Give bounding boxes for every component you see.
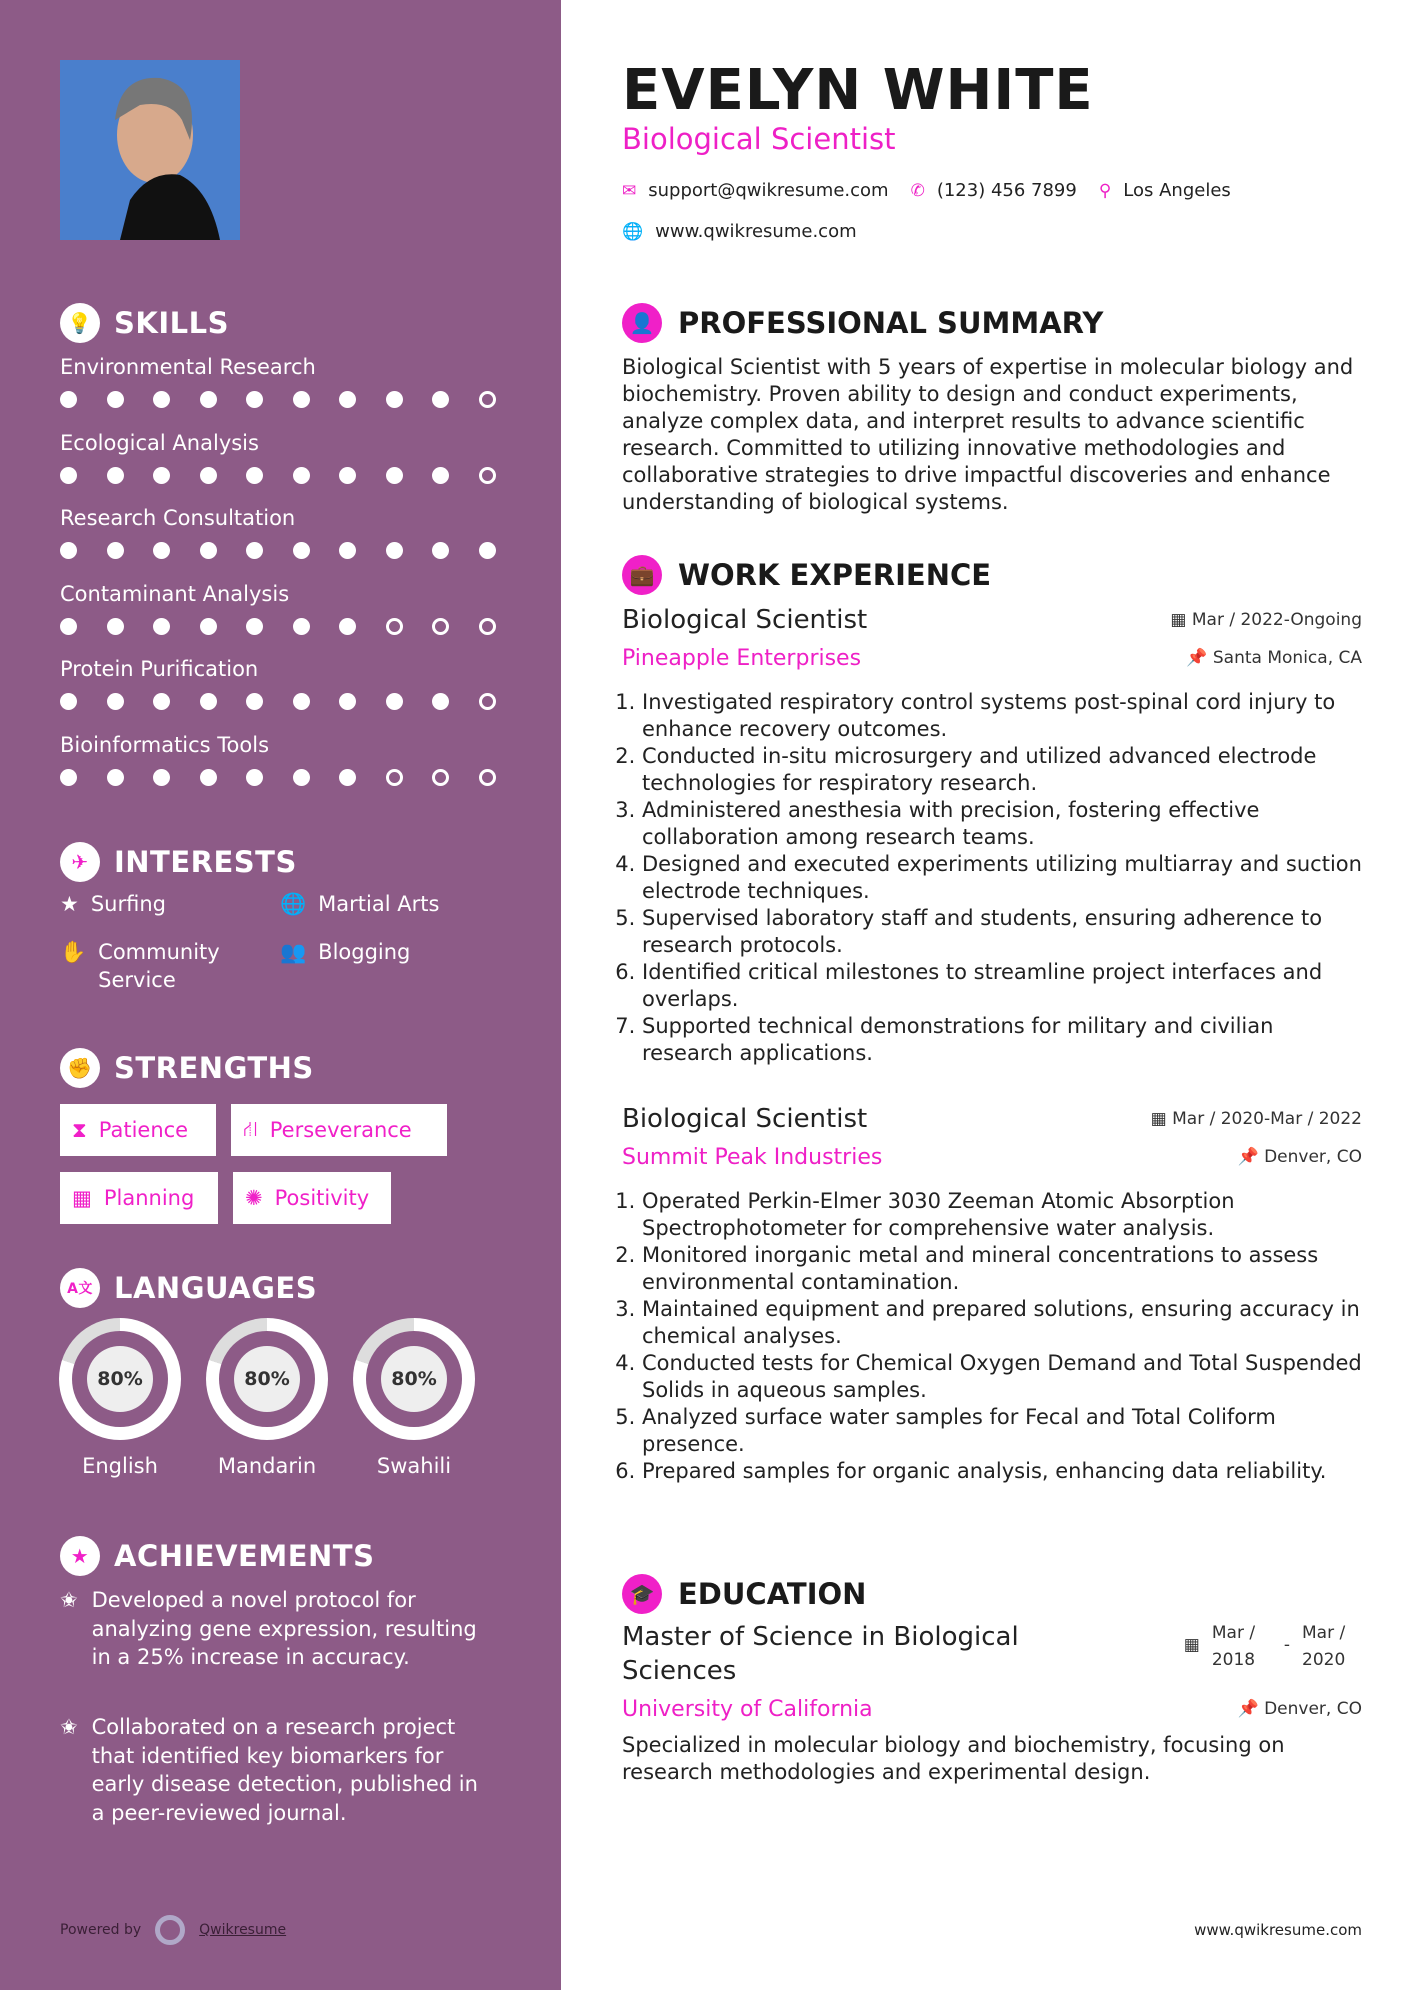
globe-icon: 🌐 (280, 892, 307, 916)
skill-label: Ecological Analysis (60, 430, 259, 455)
rating-dot-filled (293, 467, 310, 484)
phone-icon: ✆ (910, 180, 925, 201)
rating-dot-filled (432, 467, 449, 484)
bullet-item: 5. Analyzed surface water samples for Fecal and Total Coliform presence. (642, 1404, 1362, 1458)
strength-chip: ⧗ Patience (60, 1104, 216, 1156)
rating-dot-empty (386, 769, 403, 786)
rating-dot-filled (386, 693, 403, 710)
job-location: Santa Monica, CA (1212, 648, 1362, 668)
globe-icon: 🌐 (622, 221, 644, 242)
rating-dot-filled (386, 542, 403, 559)
skill-item (60, 733, 520, 786)
calendar-icon: ▦ (1170, 610, 1187, 630)
strength-chip: ⛙ Perseverance (231, 1104, 447, 1156)
bullet-item: 5. Supervised laboratory staff and students, ensuring adherence to research protocols. (642, 905, 1362, 959)
company: Summit Peak Industries (622, 1144, 883, 1170)
summary-heading: 👤 PROFESSIONAL SUMMARY (622, 303, 1103, 343)
achievement-item: ✬ Developed a novel protocol for analyzing gene expression, resulting in a 25% increase in accuracy. (60, 1586, 480, 1672)
rating-dot-filled (246, 769, 263, 786)
interest-item: 🌐 Martial Arts (280, 892, 440, 916)
bullet-item: 7. Supported technical demonstrations for military and civilian research applications. (642, 1013, 1362, 1067)
website[interactable]: www.qwikresume.com (655, 221, 857, 242)
interest-item: ★ Surfing (60, 892, 166, 916)
rating-dot-filled (107, 693, 124, 710)
language-progress-ring: 80% (206, 1318, 328, 1440)
sidebar (0, 0, 561, 1990)
skill-label: Contaminant Analysis (60, 581, 290, 606)
strength-chip: ✺ Positivity (233, 1172, 391, 1224)
rating-dot-filled (339, 391, 356, 408)
language-mandarin: 80% Mandarin (206, 1318, 328, 1478)
skill-rating (60, 467, 520, 484)
phone: (123) 456 7899 (936, 180, 1077, 201)
rating-dot-filled (60, 467, 77, 484)
website-row (622, 221, 857, 242)
school: University of California (622, 1696, 873, 1722)
skill-label: Protein Purification (60, 657, 259, 681)
envelope-icon: ✉ (622, 180, 637, 201)
rating-dot-filled (293, 693, 310, 710)
rating-dot-filled (386, 391, 403, 408)
rating-dot-filled (293, 769, 310, 786)
star-badge-icon: ★ (60, 1536, 100, 1576)
rating-dot-filled (479, 542, 496, 559)
rating-dot-empty (386, 618, 403, 635)
rating-dot-filled (200, 391, 217, 408)
candidate-name: EVELYN WHITE (622, 58, 1094, 123)
rating-dot-filled (200, 769, 217, 786)
summary-text: Biological Scientist with 5 years of expertise in molecular biology and biochemistry. Proven ability to design and conduct experiments, analyze complex data, and interpret results to advance scientific research. Committed to utilizing innovative methodologies and collaborative strategies to drive impactful discoveries and enhance understanding of biological systems. (622, 355, 1354, 514)
bullet-item: 2. Conducted in-situ microsurgery and utilized advanced electrode technologies for respiratory research. (642, 743, 1362, 797)
rating-dot-filled (153, 769, 170, 786)
rating-dot-filled (153, 693, 170, 710)
rating-dot-filled (107, 618, 124, 635)
location-pin-icon: ⚲ (1098, 180, 1112, 201)
footer-website[interactable]: www.qwikresume.com (1194, 1921, 1362, 1939)
job-bullets (622, 1188, 1362, 1485)
bullet-item: 3. Maintained equipment and prepared solutions, ensuring accuracy in chemical analyses. (642, 1296, 1362, 1350)
candidate-title: Biological Scientist (622, 122, 896, 156)
rating-dot-filled (200, 542, 217, 559)
calendar-icon: ▦ (72, 1186, 92, 1210)
rating-dot-filled (293, 542, 310, 559)
rating-dot-filled (153, 618, 170, 635)
location: Los Angeles (1123, 180, 1231, 201)
rating-dot-filled (339, 618, 356, 635)
achievements-heading: ★ ACHIEVEMENTS (60, 1536, 374, 1576)
rating-dot-filled (107, 769, 124, 786)
education-entry: Master of Science in Biological Sciences ▦ Mar / 2018 - Mar / 2020 University of California 📌 Denver, CO Specialized in molecular biology and biochemistry, focusing on research methodologies and experimental design. (622, 1622, 1362, 1784)
skill-rating (60, 542, 520, 559)
rating-dot-filled (200, 618, 217, 635)
rating-dot-filled (293, 391, 310, 408)
rating-dot-filled (60, 769, 77, 786)
pin-icon: 📌 (1186, 648, 1208, 668)
strength-chip: ▦ Planning (60, 1172, 218, 1224)
job-dates: Mar / 2022-Ongoing (1191, 610, 1362, 630)
rating-dot-empty (479, 769, 496, 786)
bullet-item: 1. Investigated respiratory control systems post-spinal cord injury to enhance recovery outcomes. (642, 689, 1362, 743)
job-entry (622, 1102, 1362, 1485)
rating-dot-filled (153, 391, 170, 408)
rating-dot-filled (153, 542, 170, 559)
language-progress-ring: 80% (59, 1318, 181, 1440)
users-icon: 👥 (280, 940, 307, 964)
rating-dot-filled (107, 542, 124, 559)
graduate-icon: 🎓 (622, 1574, 662, 1614)
rating-dot-filled (339, 693, 356, 710)
languages-heading: A文 LANGUAGES (60, 1268, 317, 1308)
bullet-item: 4. Designed and executed experiments utilizing multiarray and suction electrode techniques. (642, 851, 1362, 905)
skill-item (60, 582, 520, 635)
skill-item (60, 506, 520, 559)
bullet-item: 4. Conducted tests for Chemical Oxygen Demand and Total Suspended Solids in aqueous samples. (642, 1350, 1362, 1404)
rating-dot-filled (60, 542, 77, 559)
skill-item (60, 657, 520, 710)
job-role: Biological Scientist (622, 605, 868, 635)
profile-photo (60, 60, 240, 240)
job-bullets (622, 689, 1362, 1067)
rating-dot-empty (432, 618, 449, 635)
job-location: Denver, CO (1264, 1147, 1362, 1167)
education-heading: 🎓 EDUCATION (622, 1574, 866, 1614)
rating-dot-empty (479, 467, 496, 484)
skills-heading: 💡 SKILLS (60, 303, 229, 343)
skill-rating (60, 693, 520, 710)
star-icon: ✬ (60, 1715, 78, 1739)
rating-dot-empty (479, 391, 496, 408)
interest-item: 👥 Blogging (280, 940, 411, 964)
pin-icon: 📌 (1237, 1147, 1259, 1167)
powered-by: Powered by Qwikresume (60, 1915, 286, 1945)
rating-dot-empty (432, 769, 449, 786)
skill-rating (60, 769, 520, 786)
language-swahili: 80% Swahili (353, 1318, 475, 1478)
rating-dot-filled (200, 693, 217, 710)
qwikresume-link[interactable]: Qwikresume (199, 1922, 287, 1938)
skill-label: Research Consultation (60, 506, 296, 530)
lightbulb-icon: 💡 (60, 303, 100, 343)
skill-item (60, 431, 520, 484)
work-heading: 💼 WORK EXPERIENCE (622, 555, 991, 595)
hand-icon: ✋ (60, 940, 87, 964)
rating-dot-empty (479, 693, 496, 710)
job-role: Biological Scientist (622, 1104, 868, 1134)
skill-label: Environmental Research (60, 355, 316, 379)
rating-dot-filled (60, 618, 77, 635)
fist-icon: ✊ (60, 1048, 100, 1088)
skill-rating (60, 391, 520, 408)
rating-dot-filled (60, 391, 77, 408)
edu-start: Mar / 2018 (1211, 1623, 1256, 1670)
bullet-item: 1. Operated Perkin-Elmer 3030 Zeeman Atomic Absorption Spectrophotometer for comprehensive water analysis. (642, 1188, 1362, 1242)
language-english: 80% English (59, 1318, 181, 1478)
calendar-icon: ▦ (1183, 1635, 1200, 1655)
rating-dot-filled (107, 467, 124, 484)
skill-item (60, 355, 520, 408)
achievement-item: ✬ Collaborated on a research project that identified key biomarkers for early disease detection, published in a peer-reviewed journal. (60, 1713, 480, 1827)
skill-rating (60, 618, 520, 635)
rating-dot-filled (386, 467, 403, 484)
star-icon: ✬ (60, 1588, 78, 1612)
edu-location: Denver, CO (1264, 1699, 1362, 1719)
rating-dot-filled (200, 467, 217, 484)
strengths-heading: ✊ STRENGTHS (60, 1048, 314, 1088)
rating-dot-filled (432, 693, 449, 710)
bullet-item: 2. Monitored inorganic metal and mineral concentrations to assess environmental contamination. (642, 1242, 1362, 1296)
job-dates: Mar / 2020-Mar / 2022 (1172, 1109, 1362, 1129)
bullet-item: 3. Administered anesthesia with precision, fostering effective collaboration among research teams. (642, 797, 1362, 851)
pin-icon: 📌 (1237, 1699, 1259, 1719)
rating-dot-filled (339, 769, 356, 786)
education-text: Specialized in molecular biology and biochemistry, focusing on research methodologies and experimental design. (622, 1733, 1285, 1784)
interests-heading: ✈ INTERESTS (60, 842, 297, 882)
qwikresume-logo-icon (155, 1915, 185, 1945)
calendar-icon: ▦ (1150, 1109, 1167, 1129)
rating-dot-filled (432, 542, 449, 559)
rating-dot-filled (153, 467, 170, 484)
bullet-item: 6. Prepared samples for organic analysis, enhancing data reliability. (642, 1458, 1362, 1485)
skill-label: Bioinformatics Tools (60, 732, 270, 757)
rating-dot-filled (246, 542, 263, 559)
rating-dot-filled (246, 693, 263, 710)
star-icon: ★ (60, 892, 79, 916)
rating-dot-filled (432, 391, 449, 408)
contact-row (622, 180, 1231, 201)
rating-dot-filled (246, 391, 263, 408)
rating-dot-filled (107, 391, 124, 408)
user-icon: 👤 (622, 303, 662, 343)
bullet-item: 6. Identified critical milestones to streamline project interfaces and overlaps. (642, 959, 1362, 1013)
rating-dot-filled (339, 467, 356, 484)
paper-plane-icon: ✈ (60, 842, 100, 882)
rating-dot-filled (293, 618, 310, 635)
road-icon: ⛙ (243, 1116, 258, 1141)
hourglass-icon: ⧗ (72, 1117, 87, 1142)
degree: Master of Science in Biological Sciences (622, 1622, 1019, 1686)
language-progress-ring: 80% (353, 1318, 475, 1440)
interest-item: ✋ Community Service (60, 940, 220, 992)
briefcase-icon: 💼 (622, 555, 662, 595)
rating-dot-filled (60, 693, 77, 710)
rating-dot-filled (246, 618, 263, 635)
job-entry (622, 603, 1362, 1067)
edu-end: Mar / 2020 (1302, 1623, 1346, 1670)
rating-dot-filled (246, 467, 263, 484)
rating-dot-filled (339, 542, 356, 559)
email[interactable]: support@qwikresume.com (648, 180, 889, 201)
company: Pineapple Enterprises (622, 645, 862, 671)
translate-icon: A文 (60, 1268, 100, 1308)
sun-icon: ✺ (245, 1186, 263, 1210)
rating-dot-empty (479, 618, 496, 635)
